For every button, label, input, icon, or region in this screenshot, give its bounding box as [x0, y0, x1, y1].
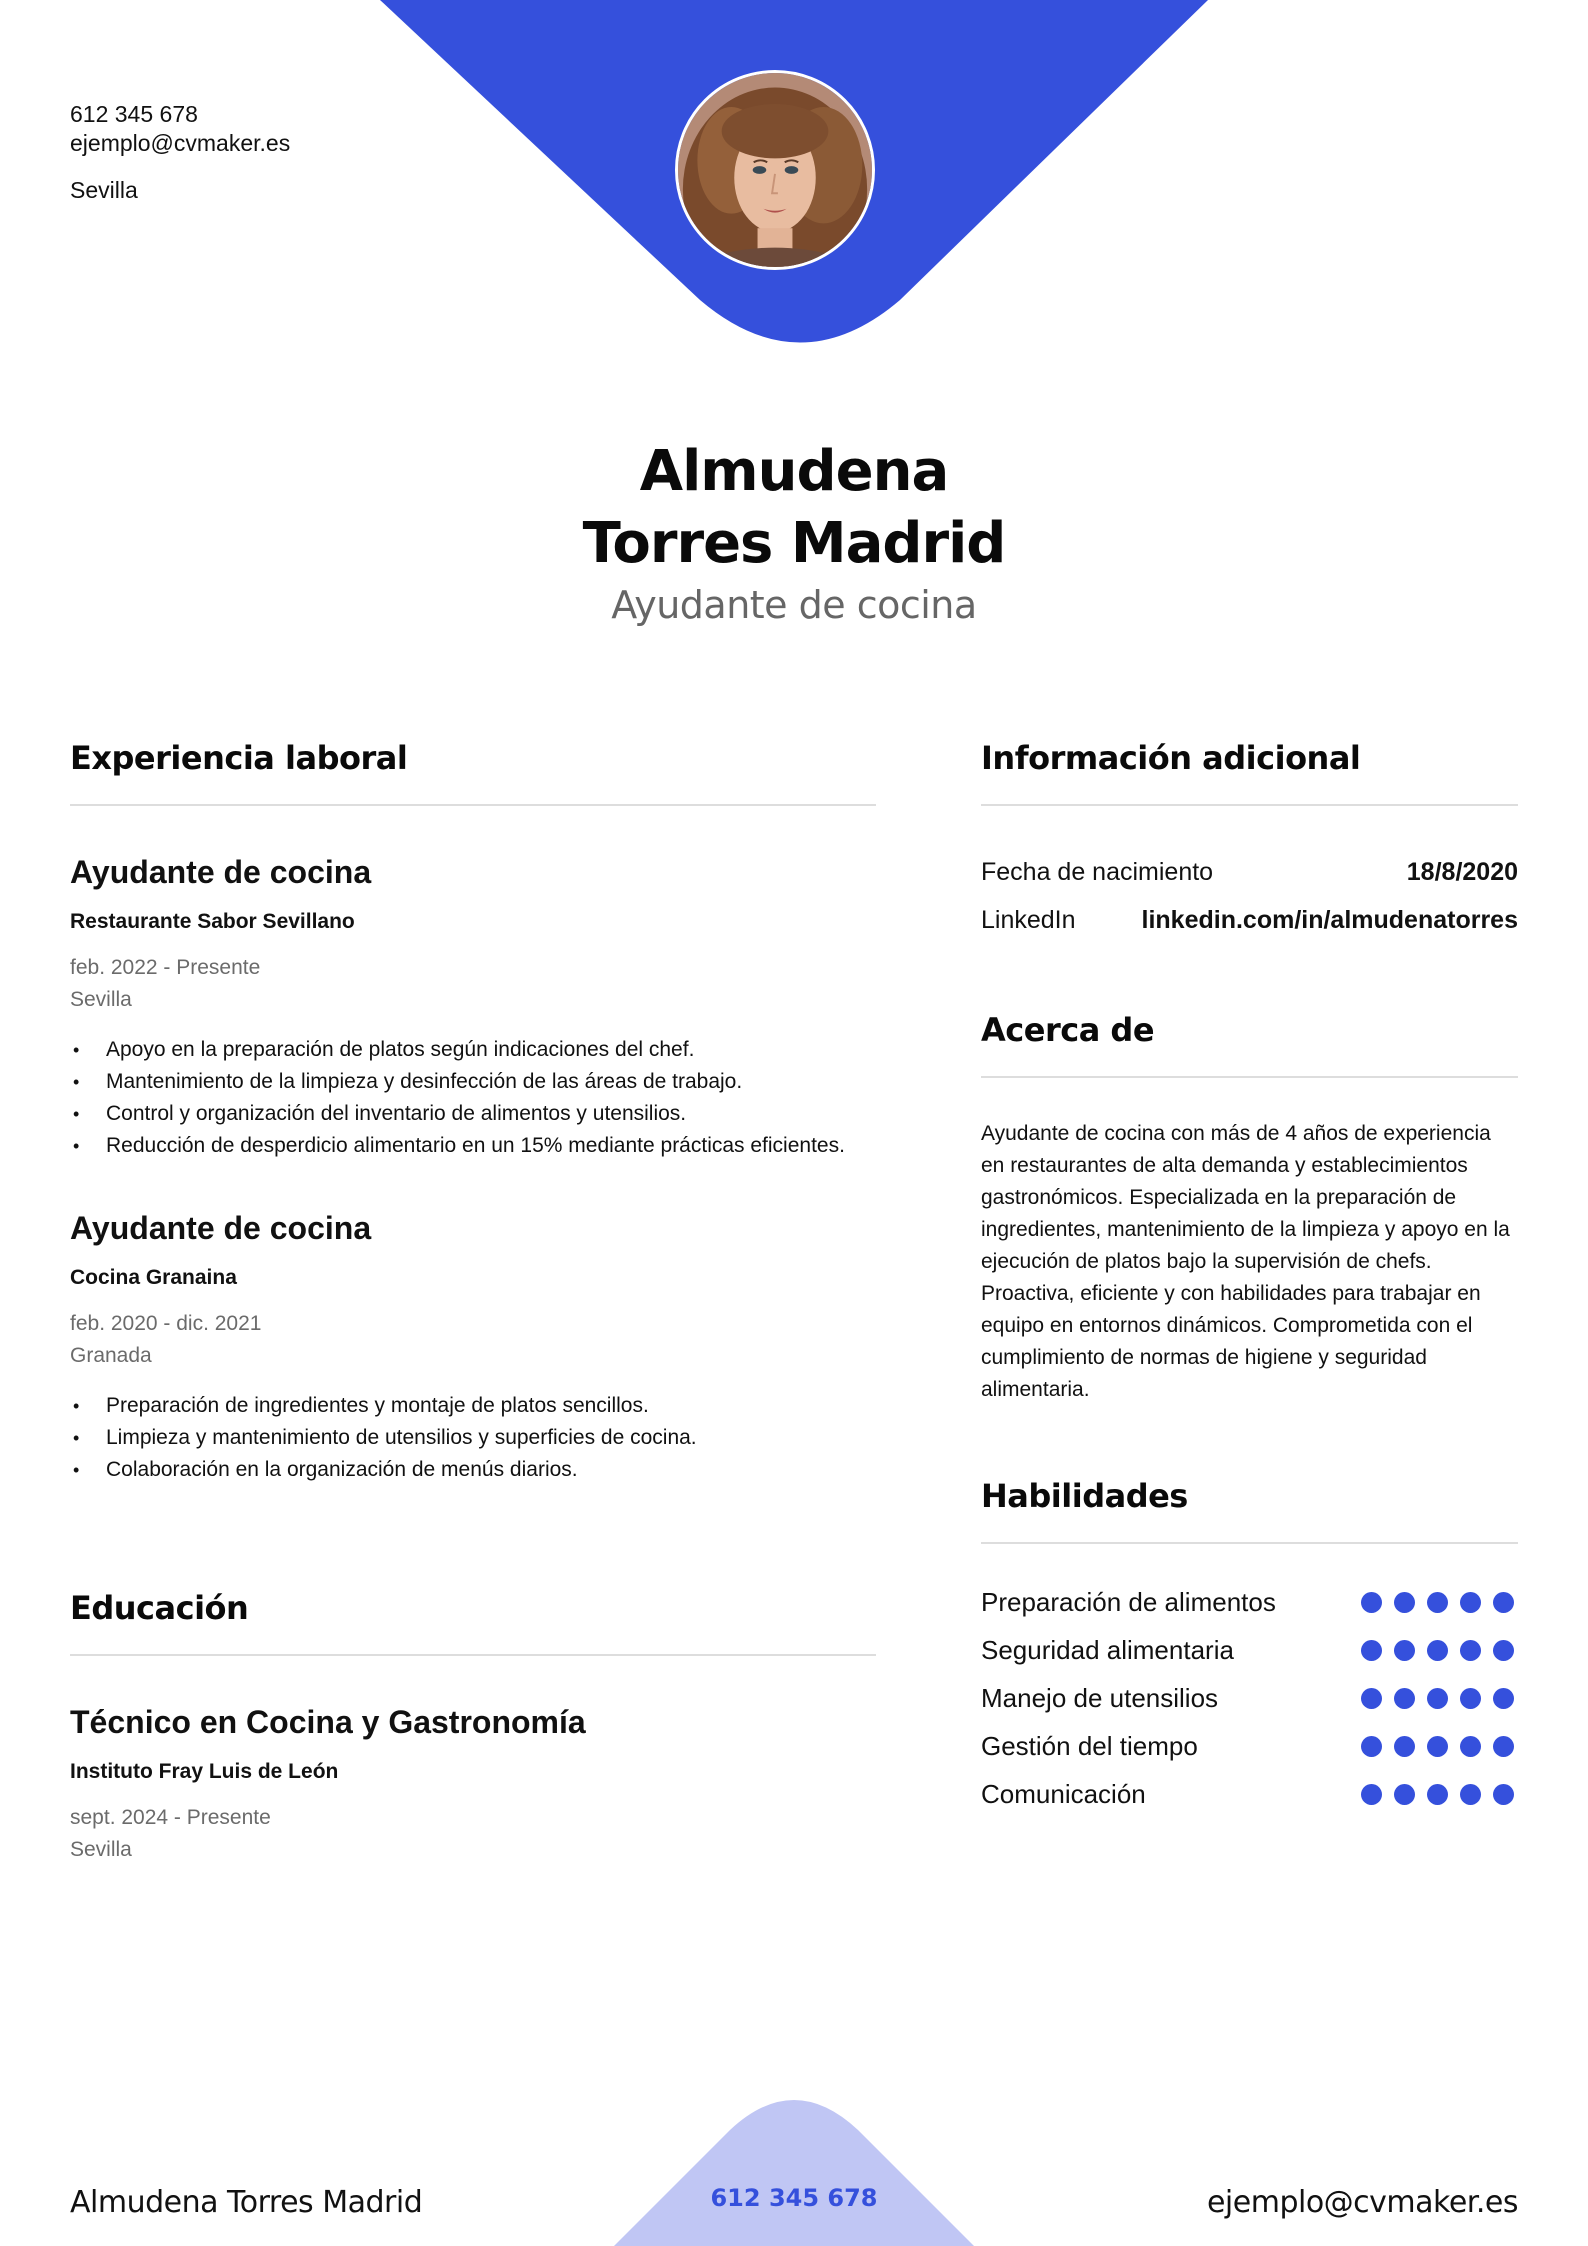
skill-level-dots	[1361, 1688, 1518, 1709]
skills-heading: Habilidades	[981, 1477, 1188, 1515]
skill-dot	[1460, 1592, 1481, 1613]
skill-name: Comunicación	[981, 1778, 1146, 1809]
experience-heading: Experiencia laboral	[70, 739, 408, 777]
about-text: Ayudante de cocina con más de 4 años de experiencia en restaurantes de alta demanda y establecimientos gastronómicos. Especializada en la preparación de ingredientes, mantenimiento de la limpieza y apoyo en la ejecución de platos bajo la supervisión de chefs. Proactiva, eficiente y con habilidades para trabajar en equipo en entornos dinámicos. Comprometida con el cumplimiento de normas de higiene y seguridad alimentaria.	[981, 1122, 1510, 1401]
name-block	[0, 436, 1588, 630]
bullet-item: • Reducción de desperdicio alimentario en un 15% mediante prácticas eficientes.	[70, 1130, 846, 1162]
skill-name: Preparación de alimentos	[981, 1586, 1276, 1617]
skill-dot	[1493, 1736, 1514, 1757]
footer-email[interactable]: ejemplo@cvmaker.es	[1206, 2185, 1518, 2220]
additional-info-divider	[981, 804, 1518, 806]
education-heading: Educación	[70, 1589, 249, 1627]
contact-block	[70, 100, 290, 205]
bullet-item: • Colaboración en la organización de menús diarios.	[70, 1454, 846, 1486]
skill-dot	[1493, 1640, 1514, 1661]
education-school: Instituto Fray Luis de León	[70, 1760, 339, 1783]
info-value: 18/8/2020	[1406, 858, 1518, 886]
contact-city: Sevilla	[70, 177, 138, 203]
education-divider	[70, 1654, 876, 1656]
left-column	[70, 730, 876, 1866]
skill-name: Seguridad alimentaria	[981, 1634, 1234, 1665]
skill-dot	[1361, 1784, 1382, 1805]
skill-level-dots	[1361, 1640, 1518, 1661]
skill-row	[981, 1626, 1518, 1674]
skills-list	[981, 1578, 1518, 1818]
skill-dot	[1361, 1640, 1382, 1661]
skill-dot	[1427, 1688, 1448, 1709]
skill-row	[981, 1770, 1518, 1818]
contact-phone[interactable]: 612 345 678	[70, 101, 198, 127]
about-divider	[981, 1076, 1518, 1078]
education-location: Sevilla	[70, 1838, 132, 1861]
skill-dot	[1361, 1736, 1382, 1757]
footer-name: Almudena Torres Madrid	[70, 2185, 423, 2220]
skill-dot	[1493, 1592, 1514, 1613]
profile-photo	[675, 70, 875, 270]
experience-dates: feb. 2022 - Presente	[70, 956, 261, 979]
skill-dot	[1394, 1736, 1415, 1757]
bullet-item: • Apoyo en la preparación de platos según indicaciones del chef.	[70, 1034, 846, 1066]
experience-location: Sevilla	[70, 988, 132, 1011]
skill-level-dots	[1361, 1736, 1518, 1757]
skill-row	[981, 1578, 1518, 1626]
skill-dot	[1427, 1736, 1448, 1757]
skill-dot	[1493, 1784, 1514, 1805]
skill-row	[981, 1674, 1518, 1722]
skill-dot	[1460, 1640, 1481, 1661]
skill-dot	[1361, 1592, 1382, 1613]
bullet-item: • Control y organización del inventario de alimentos y utensilios.	[70, 1098, 846, 1130]
skill-dot	[1427, 1784, 1448, 1805]
experience-bullets	[70, 1034, 876, 1162]
experience-divider	[70, 804, 876, 806]
education-degree: Técnico en Cocina y Gastronomía	[70, 1704, 586, 1740]
skill-name: Manejo de utensilios	[981, 1682, 1219, 1713]
experience-location: Granada	[70, 1344, 152, 1367]
skill-dot	[1361, 1688, 1382, 1709]
skill-dot	[1427, 1592, 1448, 1613]
experience-role: Ayudante de cocina	[70, 854, 372, 890]
contact-email[interactable]: ejemplo@cvmaker.es	[70, 130, 291, 156]
additional-info-heading: Información adicional	[981, 739, 1361, 777]
additional-info-list	[981, 848, 1518, 944]
skill-dot	[1460, 1784, 1481, 1805]
skills-divider	[981, 1542, 1518, 1544]
right-column	[981, 730, 1518, 1818]
experience-entry	[70, 852, 876, 1162]
skill-level-dots	[1361, 1784, 1518, 1805]
skill-dot	[1394, 1688, 1415, 1709]
experience-company: Cocina Granaina	[70, 1266, 237, 1289]
skill-dot	[1394, 1640, 1415, 1661]
skill-name: Gestión del tiempo	[981, 1730, 1198, 1761]
experience-company: Restaurante Sabor Sevillano	[70, 910, 355, 933]
job-title: Ayudante de cocina	[611, 583, 977, 627]
education-entry	[70, 1702, 876, 1866]
first-name: Almudena	[639, 439, 949, 504]
skill-dot	[1394, 1784, 1415, 1805]
footer-phone[interactable]: 612 345 678	[710, 2184, 878, 2212]
about-heading: Acerca de	[981, 1011, 1155, 1049]
info-row-linkedin	[981, 896, 1518, 944]
info-label: Fecha de nacimiento	[981, 858, 1214, 886]
last-name: Torres Madrid	[582, 511, 1006, 576]
experience-role: Ayudante de cocina	[70, 1210, 372, 1246]
experience-entry	[70, 1208, 876, 1486]
info-label: LinkedIn	[981, 906, 1076, 934]
skill-dot	[1460, 1688, 1481, 1709]
skill-dot	[1493, 1688, 1514, 1709]
skill-dot	[1427, 1640, 1448, 1661]
footer-decoration	[0, 2090, 1588, 2246]
bullet-item: • Limpieza y mantenimiento de utensilios y superficies de cocina.	[70, 1422, 846, 1454]
bullet-item: • Mantenimiento de la limpieza y desinfección de las áreas de trabajo.	[70, 1066, 846, 1098]
skill-dot	[1394, 1592, 1415, 1613]
info-row-birthdate	[981, 848, 1518, 896]
experience-dates: feb. 2020 - dic. 2021	[70, 1312, 262, 1335]
bullet-item: • Preparación de ingredientes y montaje de platos sencillos.	[70, 1390, 846, 1422]
skill-level-dots	[1361, 1592, 1518, 1613]
skill-row	[981, 1722, 1518, 1770]
education-dates: sept. 2024 - Presente	[70, 1806, 271, 1829]
skill-dot	[1460, 1736, 1481, 1757]
experience-bullets	[70, 1390, 876, 1486]
linkedin-link[interactable]: linkedin.com/in/almudenatorres	[1141, 906, 1518, 934]
